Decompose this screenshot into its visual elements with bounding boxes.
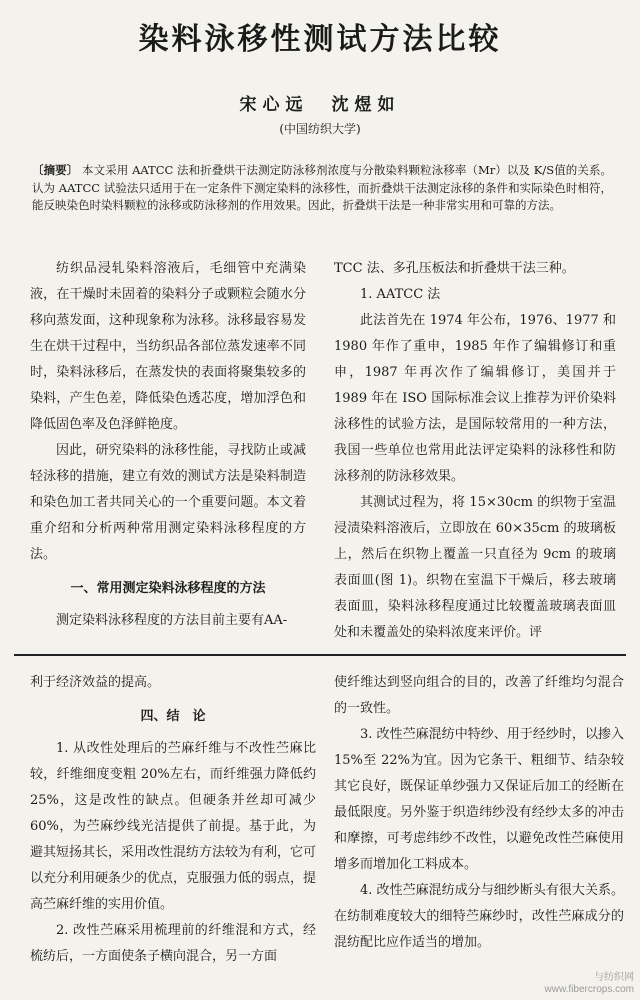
page-divider-rule — [14, 654, 626, 656]
conclusion-item-3: 3. 改性苎麻混纺中特纱、用于经纱时，以掺入 15%至 22%为宜。因为它条干、粗细节、结杂较其它良好，既保证单纱强力又保证后加工的经断在最低限度。另外鉴于织造纬纱没有经纱太多的冲击和摩擦，可考虑纬纱不改性，以避免改性苎麻使用增多而增加化工料成本。 — [334, 727, 624, 872]
article-authors: 宋心远 沈煜如 — [239, 95, 401, 115]
conclusion-item-2: 2. 改性苎麻采用梳理前的纤维混和方式，经梳纺后，一方面使条子横向混合，另一方面 — [30, 923, 316, 964]
article-title: 染料泳移性测试方法比较 — [138, 22, 502, 57]
conclusion-item-2-continued: 使纤维达到竖向组合的目的，改善了纤维均匀混合的一致性。 — [334, 675, 624, 716]
conclusion-item-1: 1. 从改性处理后的苎麻纤维与不改性苎麻比较，纤维细度变粗 20%左右，而纤维强力降低约 25%，这是改性的缺点。但硬条并丝却可减少 60%，为苎麻纱线光洁提供了前提。基于此，为避其短扬其长，采用改性混纺方法较为有利，它可以充分利用硬条少的优点，克服强力低的弱点，提高苎麻纤维的实用价值。 — [30, 741, 317, 912]
watermark-line-1: 与纺织网 — [594, 972, 634, 983]
aatcc-procedure-paragraph: 其测试过程为，将 15×30cm 的织物于室温浸渍染料溶液后，立即放在 60×35cm 的玻璃板上，然后在织物上覆盖一只直径为 9cm 的玻璃表面皿(图 1)。织物在室温下干燥后，移去玻璃表面皿，染料泳移程度通过比较覆盖玻璃表面皿处和未覆盖处的染料浓度来评价。评 — [334, 495, 616, 640]
abstract-text: 本文采用 AATCC 法和折叠烘干法测定防泳移剂浓度与分散染料颗粒泳移率（Mr）以及 K/S值的关系。认为 AATCC 试验法只适用于在一定条件下测定染料的泳移性，而折叠烘干法测定泳移的条件和实际染色时相符，能反映染色时染料颗粒的泳移或防泳移剂的作用效果。因此，折叠烘干法是一种非常实用和可靠的方法。 — [32, 163, 613, 212]
prior-paragraph-ending: 利于经济效益的提高。 — [30, 675, 161, 690]
upper-right-column — [334, 256, 616, 646]
abstract — [32, 162, 612, 215]
section-heading-conclusions: 四、结 论 — [140, 709, 206, 724]
intro-paragraph-2: 因此，研究染料的泳移性能，寻找防止或减轻泳移的措施，建立有效的测试方法是染料制造和染色加工者共同关心的一个重要问题。本文着重介绍和分析两种常用测定染料泳移程度的方法。 — [30, 443, 306, 562]
lower-left-column — [30, 670, 316, 970]
section-heading-methods: 一、常用测定染料泳移程度的方法 — [70, 581, 266, 596]
methods-paragraph-continued: TCC 法、多孔压板法和折叠烘干法三种。 — [334, 261, 575, 276]
upper-left-column — [30, 256, 306, 634]
intro-paragraph-1: 纺织品浸轧染料溶液后，毛细管中充满染液，在干燥时未固着的染料分子或颗粒会随水分移向蒸发面，这种现象称为泳移。泳移最容易发生在烘干过程中，当纺织品各部位蒸发速率不同时，染料泳移后，在蒸发快的表面将聚集较多的染料，产生色差，降低染色透芯度，增加浮色和降低固色率及色泽鲜艳度。 — [30, 261, 306, 432]
abstract-label: 〔摘要〕 — [32, 163, 79, 177]
subsection-heading-aatcc: 1. AATCC 法 — [360, 287, 441, 302]
site-watermark — [545, 972, 634, 996]
conclusion-item-4: 4. 改性苎麻混纺成分与细纱断头有很大关系。在纺制难度较大的细特苎麻纱时，改性苎麻成分的混纺配比应作适当的增加。 — [334, 883, 624, 950]
lower-right-column — [334, 670, 624, 956]
aatcc-history-paragraph: 此法首先在 1974 年公布，1976、1977 和 1980 年作了重申，1985 年作了编辑修订和重申，1987 年再次作了编辑修订，美国并于 1989 年在 ISO 国际标准会议上推荐为评价染料泳移性的试验方法，是国际较常用的一种方法，我国一些单位也常用此法评定染料的泳移性和防泳移剂的防泳移效果。 — [334, 313, 616, 484]
article-affiliation: (中国纺织大学) — [279, 122, 361, 136]
watermark-line-2: www.fibercrops.com — [544, 984, 634, 995]
methods-paragraph-start: 测定染料泳移程度的方法目前主要有AA- — [56, 613, 288, 628]
